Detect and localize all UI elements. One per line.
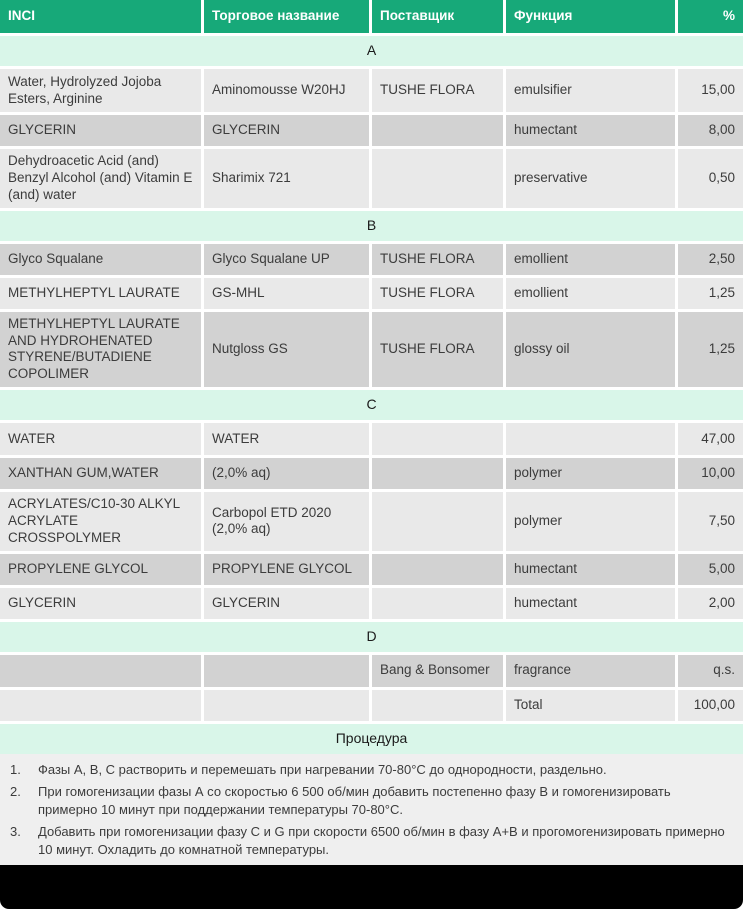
procedure-steps	[0, 754, 743, 866]
column-header-function: Функция	[506, 0, 675, 33]
cell-trade-name: Sharimix 721	[204, 149, 369, 208]
column-header-percent: %	[678, 0, 743, 33]
section-label-b: B	[0, 211, 743, 241]
procedure-step-2	[10, 783, 735, 818]
table-row	[0, 492, 743, 551]
cell-percent: 5,00	[678, 554, 743, 585]
cell-function: emollient	[506, 278, 675, 309]
step-text: Фазы А, В, С растворить и перемешать при нагревании 70-80°С до однородности, раздельно.	[38, 761, 607, 777]
procedure-step-3	[10, 823, 735, 858]
column-header-trade-name: Торговое название	[204, 0, 369, 33]
cell-trade-name: Nutgloss GS	[204, 312, 369, 388]
cell-trade-name: PROPYLENE GLYCOL	[204, 554, 369, 585]
cell-inci: Dehydroacetic Acid (and) Benzyl Alcohol (and) Vitamin E (and) water	[0, 149, 201, 208]
cell-percent: 8,00	[678, 115, 743, 146]
section-header-row-b	[0, 211, 743, 241]
cell-inci: GLYCERIN	[0, 588, 201, 619]
cell-trade-name	[204, 655, 369, 687]
cell-inci: XANTHAN GUM,WATER	[0, 458, 201, 489]
cell-percent: 2,50	[678, 244, 743, 275]
cell-trade-name: Glyco Squalane UP	[204, 244, 369, 275]
cell-function: humectant	[506, 554, 675, 585]
cell-function: Total	[506, 690, 675, 721]
section-label-a: A	[0, 36, 743, 66]
cell-supplier: Bang & Bonsomer	[372, 655, 503, 687]
cell-percent: 1,25	[678, 278, 743, 309]
cell-trade-name: Carbopol ETD 2020 (2,0% aq)	[204, 492, 369, 551]
section-label-d: D	[0, 622, 743, 652]
cell-supplier	[372, 149, 503, 208]
cell-supplier	[372, 115, 503, 146]
cell-percent: q.s.	[678, 655, 743, 687]
table-row	[0, 458, 743, 489]
cell-function	[506, 423, 675, 455]
cell-function: emulsifier	[506, 69, 675, 112]
cell-percent: 2,00	[678, 588, 743, 619]
table-row	[0, 655, 743, 687]
bottom-black-bar	[0, 865, 743, 909]
table-row	[0, 69, 743, 112]
section-header-row-a	[0, 36, 743, 66]
step-number: 1.	[10, 761, 21, 777]
procedure-header-row	[0, 724, 743, 754]
section-label-c: C	[0, 390, 743, 420]
cell-inci: Water, Hydrolyzed Jojoba Esters, Arginine	[0, 69, 201, 112]
cell-trade-name: WATER	[204, 423, 369, 455]
cell-supplier	[372, 588, 503, 619]
cell-function: glossy oil	[506, 312, 675, 388]
table-row	[0, 554, 743, 585]
column-header-row	[0, 0, 743, 33]
cell-trade-name	[204, 690, 369, 721]
table-row	[0, 423, 743, 455]
column-header-inci: INCI	[0, 0, 201, 33]
cell-function: humectant	[506, 115, 675, 146]
step-number: 3.	[10, 824, 21, 840]
procedure-title: Процедура	[0, 724, 743, 754]
cell-inci: Glyco Squalane	[0, 244, 201, 275]
cell-supplier	[372, 423, 503, 455]
cell-supplier: TUSHE FLORA	[372, 69, 503, 112]
cell-trade-name: (2,0% aq)	[204, 458, 369, 489]
cell-percent: 10,00	[678, 458, 743, 489]
cell-supplier	[372, 690, 503, 721]
cell-percent: 100,00	[678, 690, 743, 721]
cell-supplier: TUSHE FLORA	[372, 244, 503, 275]
column-header-supplier: Поставщик	[372, 0, 503, 33]
table-row	[0, 690, 743, 721]
cell-inci: GLYCERIN	[0, 115, 201, 146]
cell-supplier	[372, 492, 503, 551]
cell-function: fragrance	[506, 655, 675, 687]
step-text: Добавить при гомогенизации фазу C и G при скорости 6500 об/мин в фазу А+В и прогомогенизировать примерно 10 минут. Охладить до комнатной температуры.	[38, 824, 725, 857]
section-header-row-d	[0, 622, 743, 652]
cell-trade-name: GS-MHL	[204, 278, 369, 309]
cell-percent: 7,50	[678, 492, 743, 551]
step-number: 2.	[10, 784, 21, 800]
cell-trade-name: Aminomousse W20HJ	[204, 69, 369, 112]
cell-inci: METHYLHEPTYL LAURATE	[0, 278, 201, 309]
table-row	[0, 312, 743, 388]
table-row	[0, 149, 743, 208]
cell-percent: 1,25	[678, 312, 743, 388]
cell-trade-name: GLYCERIN	[204, 115, 369, 146]
cell-function: emollient	[506, 244, 675, 275]
cell-function: polymer	[506, 458, 675, 489]
cell-function: polymer	[506, 492, 675, 551]
cell-inci	[0, 655, 201, 687]
cell-inci: METHYLHEPTYL LAURATE AND HYDROHENATED STYRENE/BUTADIENE COPOLIMER	[0, 312, 201, 388]
cell-function: preservative	[506, 149, 675, 208]
cell-supplier	[372, 554, 503, 585]
cell-supplier: TUSHE FLORA	[372, 278, 503, 309]
cell-function: humectant	[506, 588, 675, 619]
cell-inci: PROPYLENE GLYCOL	[0, 554, 201, 585]
table-row	[0, 244, 743, 275]
table-row	[0, 278, 743, 309]
cell-trade-name: GLYCERIN	[204, 588, 369, 619]
cell-supplier	[372, 458, 503, 489]
cell-inci: WATER	[0, 423, 201, 455]
section-header-row-c	[0, 390, 743, 420]
step-text: При гомогенизации фазы А со скоростью 6 500 об/мин добавить постепенно фазу В и гомогенизировать примерно 10 минут при поддержании температуры 70-80°С.	[38, 784, 671, 817]
cell-inci	[0, 690, 201, 721]
table-row	[0, 115, 743, 146]
table-row	[0, 588, 743, 619]
procedure-step-1	[10, 761, 735, 779]
cell-supplier: TUSHE FLORA	[372, 312, 503, 388]
cell-percent: 0,50	[678, 149, 743, 208]
cell-percent: 47,00	[678, 423, 743, 455]
cell-percent: 15,00	[678, 69, 743, 112]
cell-inci: ACRYLATES/C10-30 ALKYL ACRYLATE CROSSPOLYMER	[0, 492, 201, 551]
